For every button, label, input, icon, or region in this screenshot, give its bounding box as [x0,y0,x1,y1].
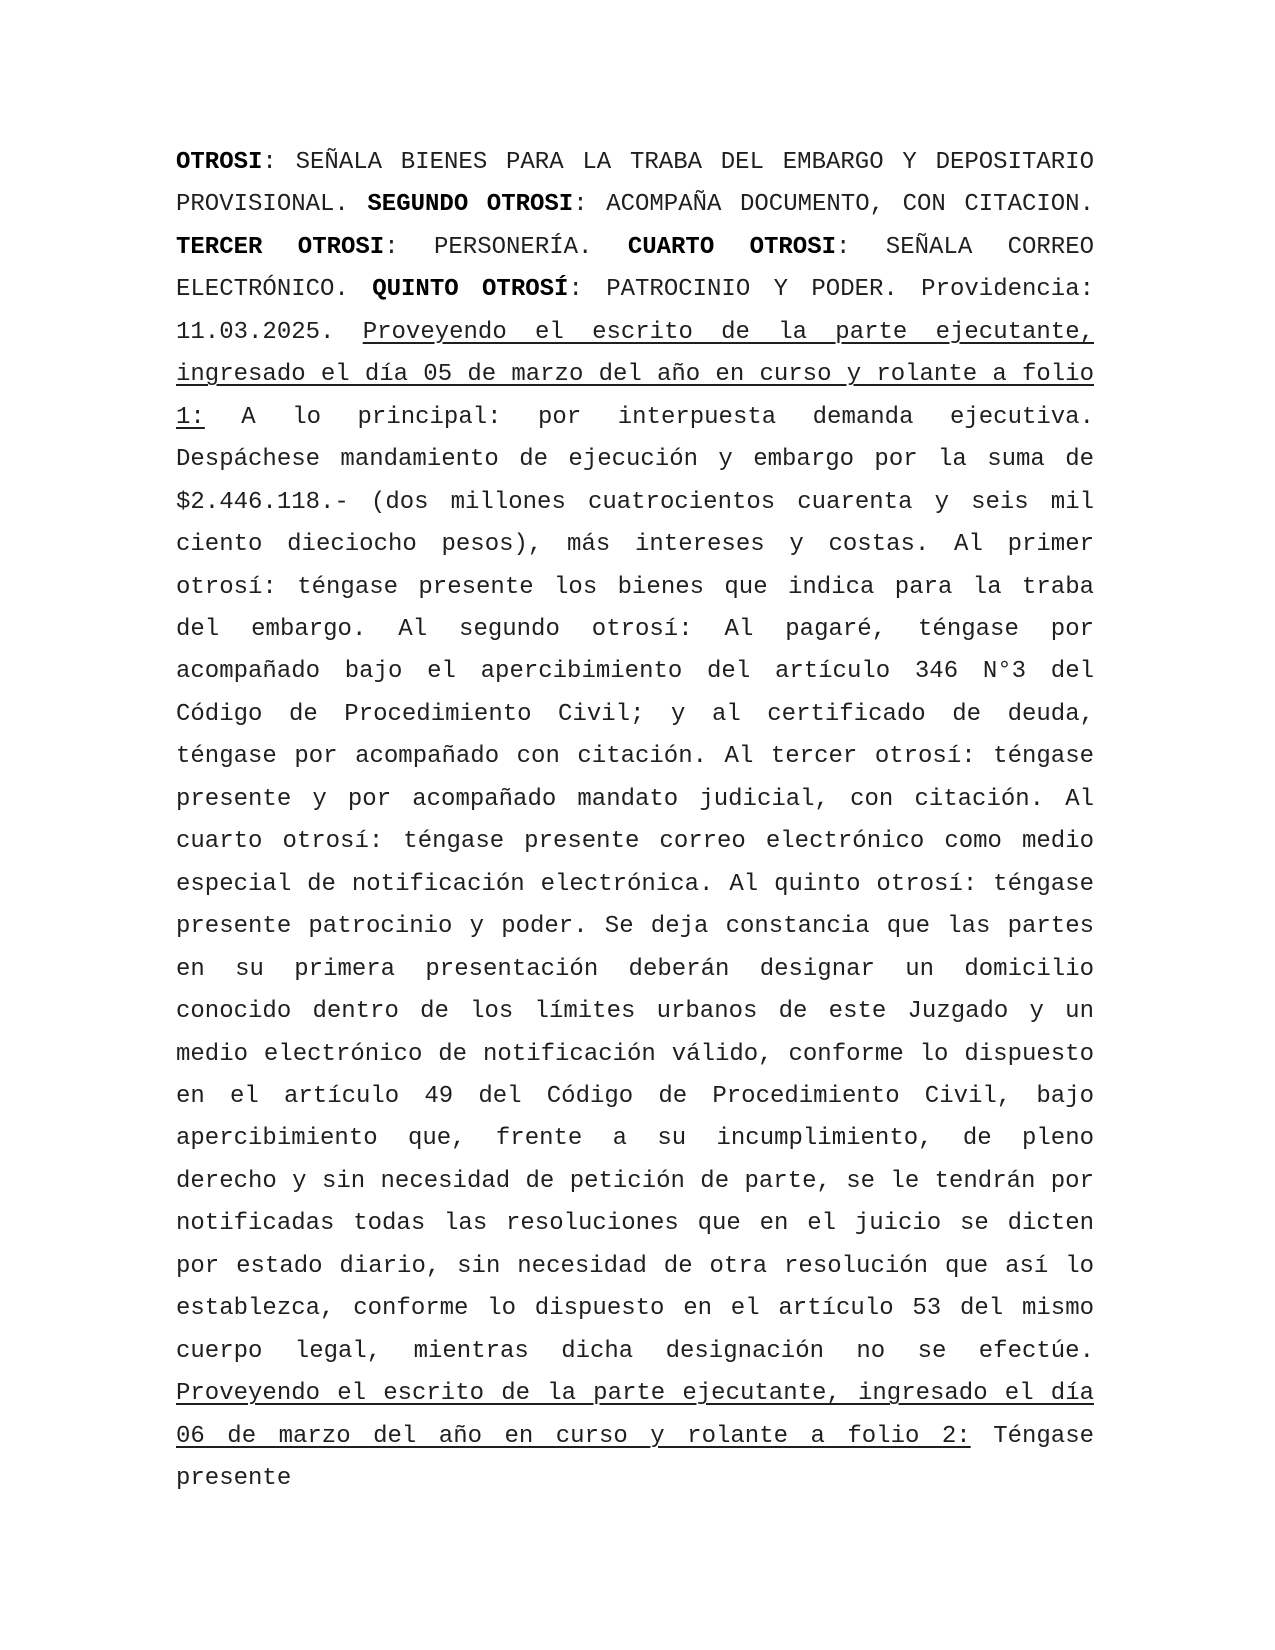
text-segment: : ACOMPAÑA DOCUMENTO, CON CITACION. [573,191,1094,219]
document-page [176,142,1094,1501]
underlined-reference-folio-2: Proveyendo el escrito de la parte ejecutante, ingresado el día 06 de marzo del año en curso y rolante a folio 2: [176,1380,1094,1450]
heading-tercer-otrosi: TERCER OTROSI [176,233,385,261]
heading-segundo-otrosi: SEGUNDO OTROSI [367,191,574,219]
resolution-body: A lo principal: por interpuesta demanda ejecutiva. Despáchese mandamiento de ejecución y embargo por la suma de $2.446.118.- (dos millones cuatrocientos cuarenta y seis mil ciento dieciocho pesos), más intereses y costas. Al primer otrosí: téngase presente los bienes que indica para la traba del embargo. Al segundo otrosí: Al pagaré, téngase por acompañado bajo el apercibimiento del artículo 346 N°3 del Código de Procedimiento Civil; y al certificado de deuda, téngase por acompañado con citación. Al tercer otrosí: téngase presente y por acompañado mandato judicial, con citación. Al cuarto otrosí: téngase presente correo electrónico como medio especial de notificación electrónica. Al quinto otrosí: téngase presente patrocinio y poder. Se deja constancia que las partes en su primera presentación deberán designar un domicilio conocido dentro de los límites urbanos de este Juzgado y un medio electrónico de notificación válido, conforme lo dispuesto en el artículo 49 del Código de Procedimiento Civil, bajo apercibimiento que, frente a su incumplimiento, de pleno derecho y sin necesidad de petición de parte, se le tendrán por notificadas todas las resoluciones que en el juicio se dicten por estado diario, sin necesidad de otra resolución que así lo establezca, conforme lo dispuesto en el artículo 53 del mismo cuerpo legal, mientras dicha designación no se efectúe. [176,403,1094,1365]
text-segment: : PERSONERÍA. [384,233,628,261]
underlined-reference-folio-1: Proveyendo el escrito de la parte ejecutante, ingresado el día 05 de marzo del año en curso y rolante a folio 1: [176,318,1095,431]
text-segment: : SEÑALA CORREO ELECTRÓNICO. [176,233,1095,304]
text-segment: : SEÑALA BIENES PARA LA TRABA DEL EMBARGO Y DEPOSITARIO PROVISIONAL. [176,149,1094,219]
heading-quinto-otrosi: QUINTO OTROSÍ [372,276,569,304]
heading-otrosi: OTROSI [176,149,263,176]
text-segment: : PATROCINIO Y PODER. Providencia: 11.03.2025. [176,276,1095,346]
heading-cuarto-otrosi: CUARTO OTROSI [627,233,837,261]
resolution-paragraph [176,142,1094,1501]
text-segment: Téngase presente [176,1422,1095,1493]
